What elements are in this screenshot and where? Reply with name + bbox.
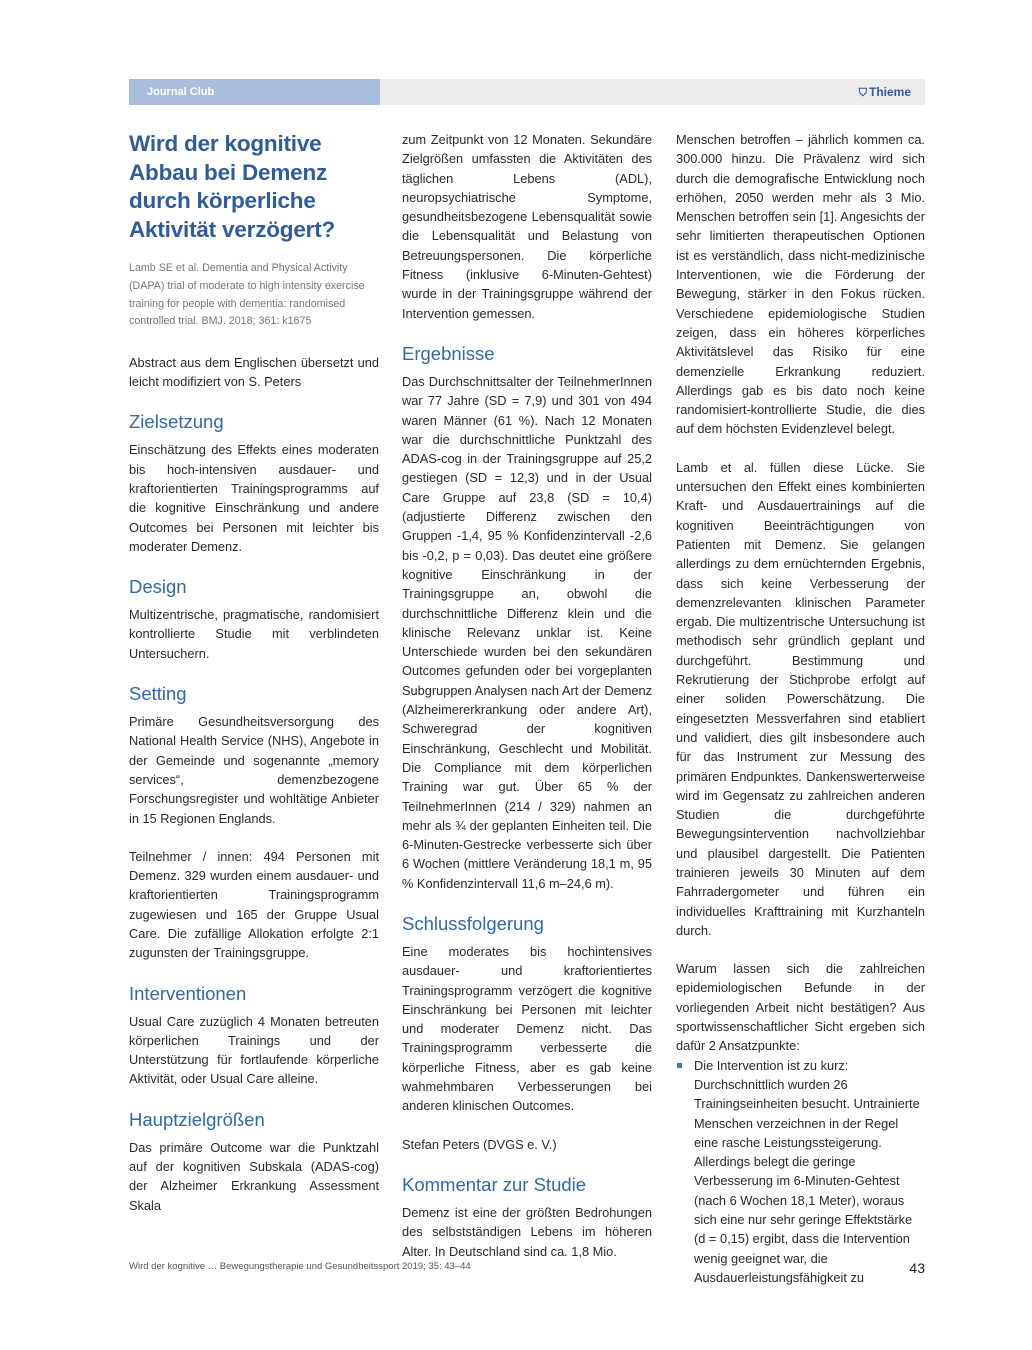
- text-ergebnisse: Das Durchschnittsalter der TeilnehmerInnen war 77 Jahre (SD = 7,9) und 301 von 494 waren Männer (61 %). Nach 12 Monaten war die durchschnittliche Punktzahl des ADAS-cog in der Trainingsgruppe auf 25,2 gestiegen (SD = 12,3) und in der Usual Care Gruppe auf 23,8 (SD = 10,4) (adjustierte Differenz zwischen den Gruppen -1,4, 95 % Konfidenzintervall -2,6 bis -0,2, p = 0,03). Das deutet eine größere kognitive Einschränkung in der Trainingsgruppe an, obwohl die durchschnittliche Differenz klein und die klinische Relevanz unklar ist. Keine Unterschiede wurden bei den sekundären Outcomes gefunden oder bei vorgeplanten Subgruppen Analysen nach Art der Demenz (Alzheimererkrankung oder andere Art), Schweregrad der kognitiven Einschränkung, Geschlecht und Mobilität. Die Compliance mit dem körperlichen Training war gut. Über 65 % der TeilnehmerInnen (214 / 329) nahmen an mehr als ¾ der geplanten Einheiten teil. Die 6-Minuten-Gestrecke verbesserte sich über 6 Wochen (mittlere Veränderung 18,1 m, 95 % Konfidenzintervall 11,6 m–24,6 m).: [402, 373, 652, 891]
- publisher-brand: [859, 79, 911, 105]
- column-3: [676, 130, 925, 1287]
- list-item: [676, 1056, 925, 1288]
- text-schlussfolgerung: Eine moderates bis hochintensives ausdauer- und kraftorientiertes Trainingsprogramm verzögert die kognitive Einschränkung bei Personen mit leichter und moderater Demenz nicht. Das Trainingsprogramm verbesserte die körperliche Fitness, aber es gab keine wahmehmbaren Verbesserungen bei anderen klinischen Outcomes.: [402, 943, 652, 1114]
- column-1: [129, 130, 379, 1215]
- heading-setting: Setting: [129, 683, 187, 705]
- section-tag: Journal Club: [129, 79, 380, 105]
- heading-zielsetzung: Zielsetzung: [129, 411, 224, 433]
- thieme-logo-icon: ⛉: [858, 87, 867, 99]
- text-kommentar-part1: Demenz ist eine der größten Bedrohungen des selbstständigen Lebens im höheren Alter. In Deutschland sind ca. 1,8 Mio.: [402, 1204, 652, 1259]
- article-title: Wird der kognitive Abbau bei Demenz durch körperliche Aktivität verzögert?: [129, 131, 336, 242]
- bullet-text: Die Intervention ist zu kurz: Durchschnittlich wurden 26 Trainingseinheiten besucht. Untrainierte Menschen verzeichnen in der Regel eine rasche Leistungssteigerung. Allerdings belegt die geringe Verbesserung im 6-Minuten-Gehtest (nach 6 Wochen 18,1 Meter), woraus sich eine nur sehr geringe Effektstärke (d = 0,15) ergibt, dass die Intervention wenig geeignet war, die Ausdauerleistungsfähigkeit zu: [694, 1057, 920, 1285]
- author-signature: Stefan Peters (DVGS e. V.): [402, 1136, 557, 1152]
- text-zielsetzung: Einschätzung des Effekts eines moderaten bis hoch-intensiven ausdauer- und kraftorientierten Trainingsprogramms auf die kognitive Einschränkung und andere Outcomes bei Personen mit leichter bis moderater Demenz.: [129, 442, 379, 554]
- heading-kommentar: Kommentar zur Studie: [402, 1173, 587, 1195]
- text-kommentar-p3: Warum lassen sich die zahlreichen epidemiologischen Befunde in der vorliegenden Arbeit nicht bestätigen? Aus sportwissenschaftlicher Sicht ergeben sich dafür 2 Ansatzpunkte:: [676, 961, 925, 1054]
- abstract-note: Abstract aus dem Englischen übersetzt und leicht modifiziert von S. Peters: [129, 354, 379, 390]
- text-kommentar-part2: Menschen betroffen – jährlich kommen ca. 300.000 hinzu. Die Prävalenz wird sich durch die demografische Entwicklung noch erhöhen, 2050 werden mehr als 3 Mio. Menschen betroffen sein [1]. Angesichts der sehr limitierten therapeutischen Optionen ist es verständlich, dass nicht-medizinische Interventionen, wie die Förderung der Bewegung, stärker in den Fokus rücken. Verschiedene epidemiologische Studien zeigen, dass ein höheres körperliches Aktivitätslevel das Risiko für eine demenzielle Erkrankung reduziert. Allerdings gab es bis dato noch keine randomisiert-kontrollierte Studie, die dies auf dem höchsten Evidenzlevel belegt.: [676, 132, 925, 437]
- text-participants: Teilnehmer / innen: 494 Personen mit Demenz. 329 wurden einem ausdauer- und kraftorientierten Trainingsprogramm zugewiesen und 165 der Gruppe Usual Care. Die zufällige Allokation erfolgte 2:1 zugunsten der Trainingsgruppe.: [129, 848, 379, 961]
- heading-hauptzielgroessen: Hauptzielgrößen: [129, 1108, 265, 1130]
- publisher-name: Thieme: [868, 85, 911, 99]
- bullet-list: [676, 1056, 925, 1288]
- article-reference: Lamb SE et al. Dementia and Physical Activity (DAPA) trial of moderate to high intensity exercise training for people with dementia: randomised controlled trial. BMJ. 2018; 361: k1675: [129, 262, 365, 328]
- heading-interventionen: Interventionen: [129, 982, 247, 1004]
- heading-ergebnisse: Ergebnisse: [402, 342, 495, 364]
- text-setting: Primäre Gesundheitsversorgung des National Health Service (NHS), Angebote in der Gemeinde und sogenannte „memory services“, demenzbezogene Forschungsregister und wohltätige Anbieter in 15 Regionen Englands.: [129, 714, 379, 826]
- journal-header-bar: [129, 79, 925, 105]
- text-hauptzielgroessen-part1: Das primäre Outcome war die Punktzahl auf der kognitiven Subskala (ADAS-cog) der Alzheimer Erkrankung Assessment Skala: [129, 1139, 379, 1213]
- footer-citation: Wird der kognitive … Bewegungstherapie und Gesundheitssport 2019; 35: 43–44: [129, 1261, 471, 1272]
- heading-design: Design: [129, 576, 187, 598]
- text-design: Multizentrische, pragmatische, randomisiert kontrollierte Studie mit verblindeten Untersuchern.: [129, 607, 379, 661]
- text-kommentar-p2: Lamb et al. füllen diese Lücke. Sie untersuchen den Effekt eines kombinierten Kraft- und Ausdauertrainings auf die kognitiven Beeinträchtigungen von Patienten mit Demenz. Sie gelangen allerdings zu dem ernüchternden Ergebnis, dass sich keine Verbesserung der demenzrelevanten klinischen Parameter ergab. Die multizentrische Untersuchung ist methodisch sehr gründlich geplant und durchgeführt. Bestimmung und Rekrutierung der Stichprobe erfolgt auf einer soliden Powerschätzung. Die eingesetzten Messverfahren sind etabliert und validiert, dies gilt insbesondere auch für das Instrument zur Messung des primären Endpunktes. Dankenswerterweise wird im Gegensatz zu zahlreichen anderen Studien die durchgeführte Bewegungsintervention nachvollziehbar und plausibel dargestellt. Die Patienten trainieren jeweils 30 Minuten auf dem Fahrradergometer und führen ein individuelles Krafttraining mit Kurzhanteln durch.: [676, 459, 925, 938]
- heading-schlussfolgerung: Schlussfolgerung: [402, 912, 544, 934]
- column-2: [402, 130, 652, 1261]
- text-hauptzielgroessen-part2: zum Zeitpunkt von 12 Monaten. Sekundäre Zielgrößen umfassten die Aktivitäten des täglichen Lebens (ADL), neuropsychiatrische Symptome, gesundheitsbezogene Lebensqualität sowie die Lebensqualität und Belastung von Betreuungspersonen. Die körperliche Fitness (inklusive 6-Minuten-Gehtest) wurde in der Trainingsgruppe während der Intervention gemessen.: [402, 132, 652, 321]
- bullet-icon: [677, 1063, 682, 1068]
- page-number: 43: [909, 1260, 925, 1276]
- text-interventionen: Usual Care zuzüglich 4 Monaten betreuten körperlichen Trainings und der Unterstützung für fortlaufende körperliche Aktivität, oder Usual Care alleine.: [129, 1013, 379, 1087]
